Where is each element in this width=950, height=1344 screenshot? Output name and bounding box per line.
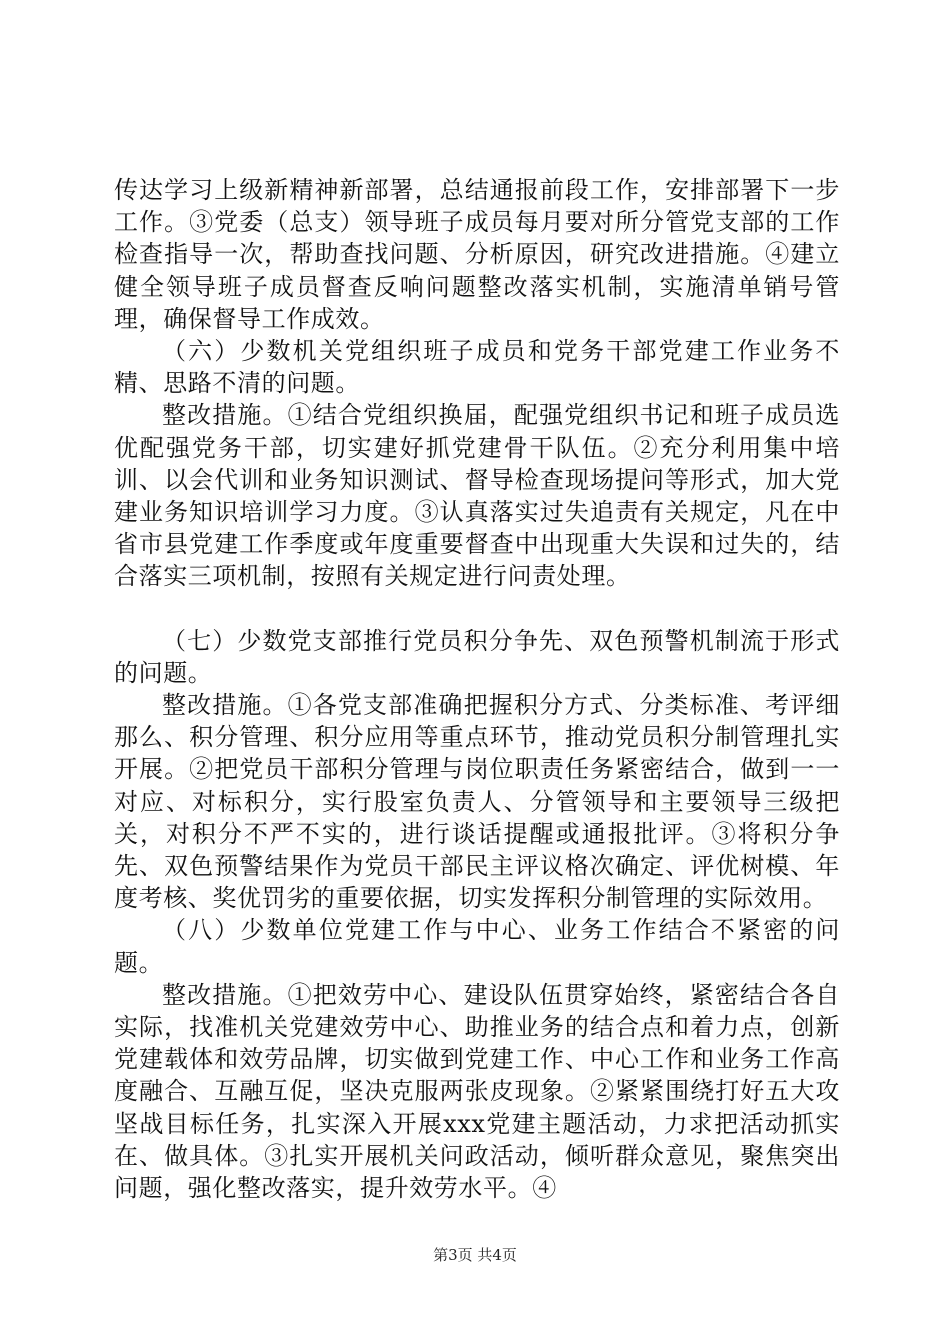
paragraph-issue-7: （七）少数党支部推行党员积分争先、双色预警机制流于形式的问题。 [114,626,840,687]
paragraph-continuation: 传达学习上级新精神新部署，总结通报前段工作，安排部署下一步工作。③党委（总支）领导班子成员每月要对所分管党支部的工作检查指导一次，帮助查找问题、分析原因，研究改进措施。④建立健全领导班子成员督查反响问题整改落实机制，实施清单销号管理，确保督导工作成效。 [114,176,840,333]
paragraph-measures-8: 整改措施。①把效劳中心、建设队伍贯穿始终，紧密结合各自实际，找准机关党建效劳中心、助推业务的结合点和着力点，创新党建载体和效劳品牌，切实做到党建工作、中心工作和业务工作高度融合、互融互促，坚决克服两张皮现象。②紧紧围绕打好五大攻坚战目标任务，扎实深入开展xxx党建主题活动，力求把活动抓实在、做具体。③扎实开展机关问政活动，倾听群众意见，聚焦突出问题，强化整改落实，提升效劳水平。④ [114,980,840,1203]
page-number-footer: 第3页 共4页 [433,1246,517,1264]
document-body [114,174,840,1204]
paragraph-spacer [114,593,840,625]
paragraph-measures-7: 整改措施。①各党支部准确把握积分方式、分类标准、考评细那么、积分管理、积分应用等重点环节，推动党员积分制管理扎实开展。②把党员干部积分管理与岗位职责任务紧密结合，做到一一对应、对标积分，实行股室负责人、分管领导和主要领导三级把关，对积分不严不实的，进行谈话提醒或通报批评。③将积分争先、双色预警结果作为党员干部民主评议格次确定、评优树模、年度考核、奖优罚劣的重要依据，切实发挥积分制管理的实际效用。 [114,691,840,913]
paragraph-issue-6: （六）少数机关党组织班子成员和党务干部党建工作业务不精、思路不清的问题。 [114,337,840,398]
paragraph-measures-6: 整改措施。①结合党组织换届，配强党组织书记和班子成员选优配强党务干部，切实建好抓党建骨干队伍。②充分利用集中培训、以会代训和业务知识测试、督导检查现场提问等形式，加大党建业务知识培训学习力度。③认真落实过失追责有关规定，凡在中省市县党建工作季度或年度重要督查中出现重大失误和过失的，结合落实三项机制，按照有关规定进行问责处理。 [114,401,840,591]
paragraph-issue-8: （八）少数单位党建工作与中心、业务工作结合不紧密的问题。 [114,916,840,977]
